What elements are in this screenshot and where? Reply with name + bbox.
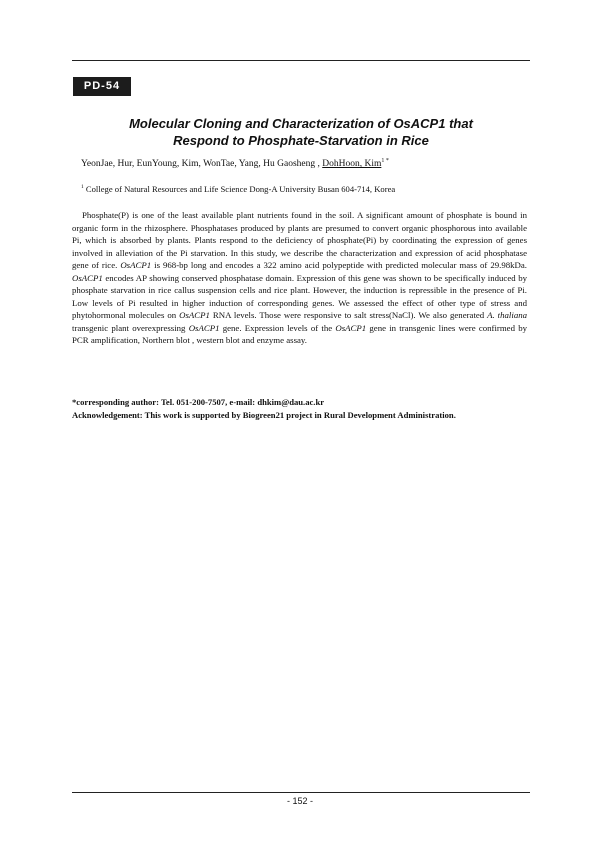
top-rule: [72, 60, 530, 61]
authors-text: YeonJae, Hur, EunYoung, Kim, WonTae, Yang, Hu Gaosheng ,: [81, 159, 323, 169]
session-badge: PD-54: [73, 77, 131, 96]
affiliation-mark: 1: [81, 184, 84, 190]
gene-name: OsACP1: [72, 272, 103, 283]
paper-title-line2: Respond to Phosphate-Starvation in Rice: [173, 133, 429, 148]
abstract-text: Phosphate(P) is one of the least available plant nutrients found in the soil. A significant amount of phosphate is bound in organic form in the rhizosphere. Phosphatases produced by plants are presumed to convert organic phosphorous into available Pi, which is absorbed by plants. Plants respond to the deficiency of phosphate(Pi) by coordinating the expression of genes involved in alleviation of the Pi starvation. In this study, we describe the characterization and expression of acid phosphatase gene of rice.: [72, 210, 527, 270]
abstract-text: gene in transgenic lines were confirmed by PCR amplification, Northern blot , western blot and enzyme assay.: [72, 322, 528, 345]
acknowledgement: Acknowledgement: This work is supported by Biogreen21 project in Rural Development Administration.: [72, 410, 456, 420]
affiliation-text: College of Natural Resources and Life Science Dong-A University Busan 604-714, Korea: [85, 184, 396, 194]
gene-name: OsACP1: [335, 322, 367, 333]
paper-title-line1: Molecular Cloning and Characterization of OsACP1 that: [129, 116, 473, 131]
author-mark: 1 *: [381, 158, 389, 164]
page-number: - 152 -: [286, 796, 313, 806]
gene-name: OsACP1: [120, 260, 152, 270]
affiliation: [81, 184, 395, 194]
abstract-text: encodes AP showing conserved phosphatase domain. Expression of this gene was shown to be specifically induced by phosphate starvation in rice callus suspension cells and rice plant. However, the induction is repressible in the presence of Pi. Low levels of Pi resulted in higher induction of corresponding genes. We assessed the effect of other type of stress and phytohormonal molecules on: [72, 272, 527, 320]
abstract-text: RNA levels. Those were responsive to salt stress(NaCl). We also generated: [209, 310, 488, 320]
abstract-text: transgenic plant overexpressing: [72, 322, 189, 333]
abstract: [72, 209, 527, 347]
species-name: A. thaliana: [487, 310, 528, 320]
gene-name: OsACP1: [188, 322, 220, 333]
abstract-text: gene. Expression levels of the: [219, 322, 336, 333]
bottom-rule: [72, 792, 530, 793]
corresponding-author: DohHoon, Kim: [322, 159, 382, 169]
author-list: [81, 159, 389, 169]
corresponding-contact: *corresponding author: Tel. 051-200-7507, e-mail: dhkim@dau.ac.kr: [72, 397, 325, 407]
abstract-text: is 968-bp long and encodes a 322 amino acid polypeptide with predicted molecular mass of 29.98kDa.: [151, 260, 527, 270]
gene-name: OsACP1: [179, 310, 210, 320]
